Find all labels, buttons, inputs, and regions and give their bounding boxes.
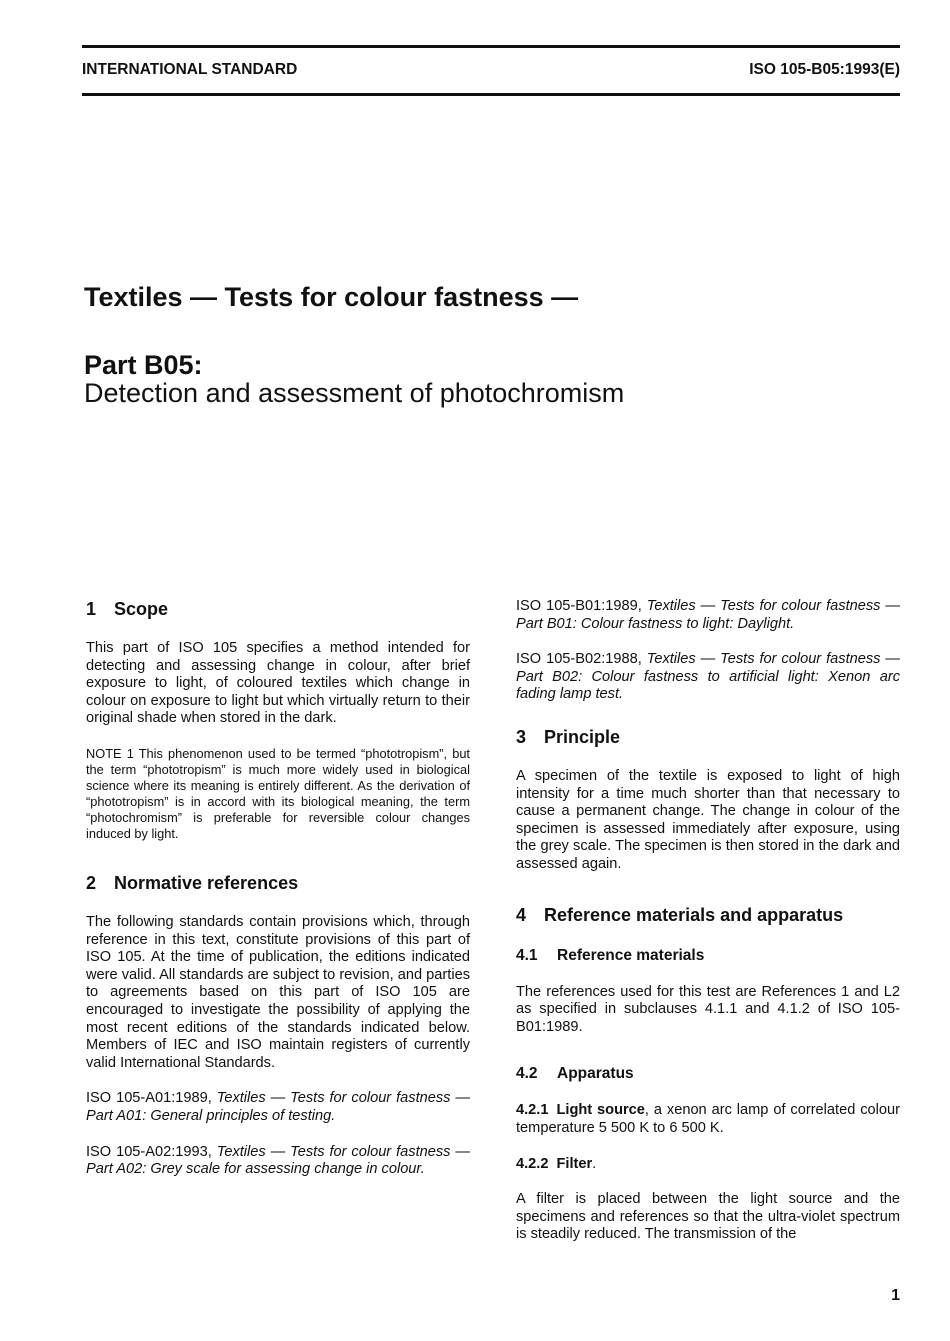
header-standard-number: ISO 105-B05:1993(E) [749,61,900,78]
left-column [86,598,470,1197]
subsection-heading-reference-materials: 4.1 Reference materials [516,946,705,964]
reference-item: ISO 105-B02:1988, Textiles — Tests for colour fastness — Part B02: Colour fastness to artificial light: Xenon arc fading lamp test. [516,651,900,703]
scope-note: NOTE 1 This phenomenon used to be termed “phototropism”, but the term “phototropism” is much more widely used in biological science where its meaning is entirely different. As the derivation of “phototropism” is in accord with its biological meaning, the term “photochromism” is preferable for reversible colour changes induced by light. [86,745,470,841]
filter-paragraph: A filter is placed between the light source and the specimens and references so that the ultra-violet spectrum is steadily reduced. The transmission of the [516,1191,900,1243]
section-heading-reference-materials-apparatus: 4 Reference materials and apparatus [516,904,844,925]
reference-item: ISO 105-A02:1993, Textiles — Tests for colour fastness — Part A02: Grey scale for assessing change in colour. [86,1143,470,1178]
header-rule-bottom [82,93,900,96]
document-part: Part B05: [84,350,203,380]
light-source-paragraph: 4.2.1 Light source, a xenon arc lamp of correlated colour temperature 5 500 K to 6 500 K. [516,1102,900,1136]
subsection-heading-apparatus: 4.2 Apparatus [516,1065,634,1083]
right-column [516,598,900,1262]
section-heading-normative-references: 2 Normative references [86,872,299,893]
page-number: 1 [891,1287,900,1304]
principle-paragraph: A specimen of the textile is exposed to light of high intensity for a time much shorter than that necessary to cause a permanent change. The change in colour of the specimen is assessed immediately after exposure, using the grey scale. The specimen is then stored in the dark and assessed again. [516,767,900,872]
document-title: Textiles — Tests for colour fastness — [84,282,579,312]
scope-paragraph: This part of ISO 105 specifies a method intended for detecting and assessing change in colour, after brief exposure to light, of coloured textiles which change in colour on exposure to light but which virtually return to their original shade when stored in the dark. [86,640,470,727]
section-heading-scope: 1 Scope [86,599,169,619]
document-subtitle: Detection and assessment of photochromism [84,378,625,408]
filter-heading: 4.2.2 Filter. [516,1155,597,1172]
reference-item: ISO 105-A01:1989, Textiles — Tests for colour fastness — Part A01: General principles of testing. [86,1090,470,1124]
header-rule-top [82,45,900,48]
header-document-type: INTERNATIONAL STANDARD [82,61,298,78]
reference-item: ISO 105-B01:1989, Textiles — Tests for colour fastness — Part B01: Colour fastness to light: Daylight. [516,598,900,632]
reference-materials-paragraph: The references used for this test are References 1 and L2 as specified in subclauses 4.1.1 and 4.1.2 of ISO 105-B01:1989. [516,983,900,1035]
section-heading-principle: 3 Principle [516,726,621,747]
normative-paragraph: The following standards contain provisions which, through reference in this text, constitute provisions of this part of ISO 105. At the time of publication, the editions indicated were valid. All standards are subject to revision, and parties to agreements based on this part of ISO 105 are encouraged to investigate the possibility of applying the most recent editions of the standards indicated below. Members of IEC and ISO maintain registers of currently valid International Standards. [86,913,470,1071]
